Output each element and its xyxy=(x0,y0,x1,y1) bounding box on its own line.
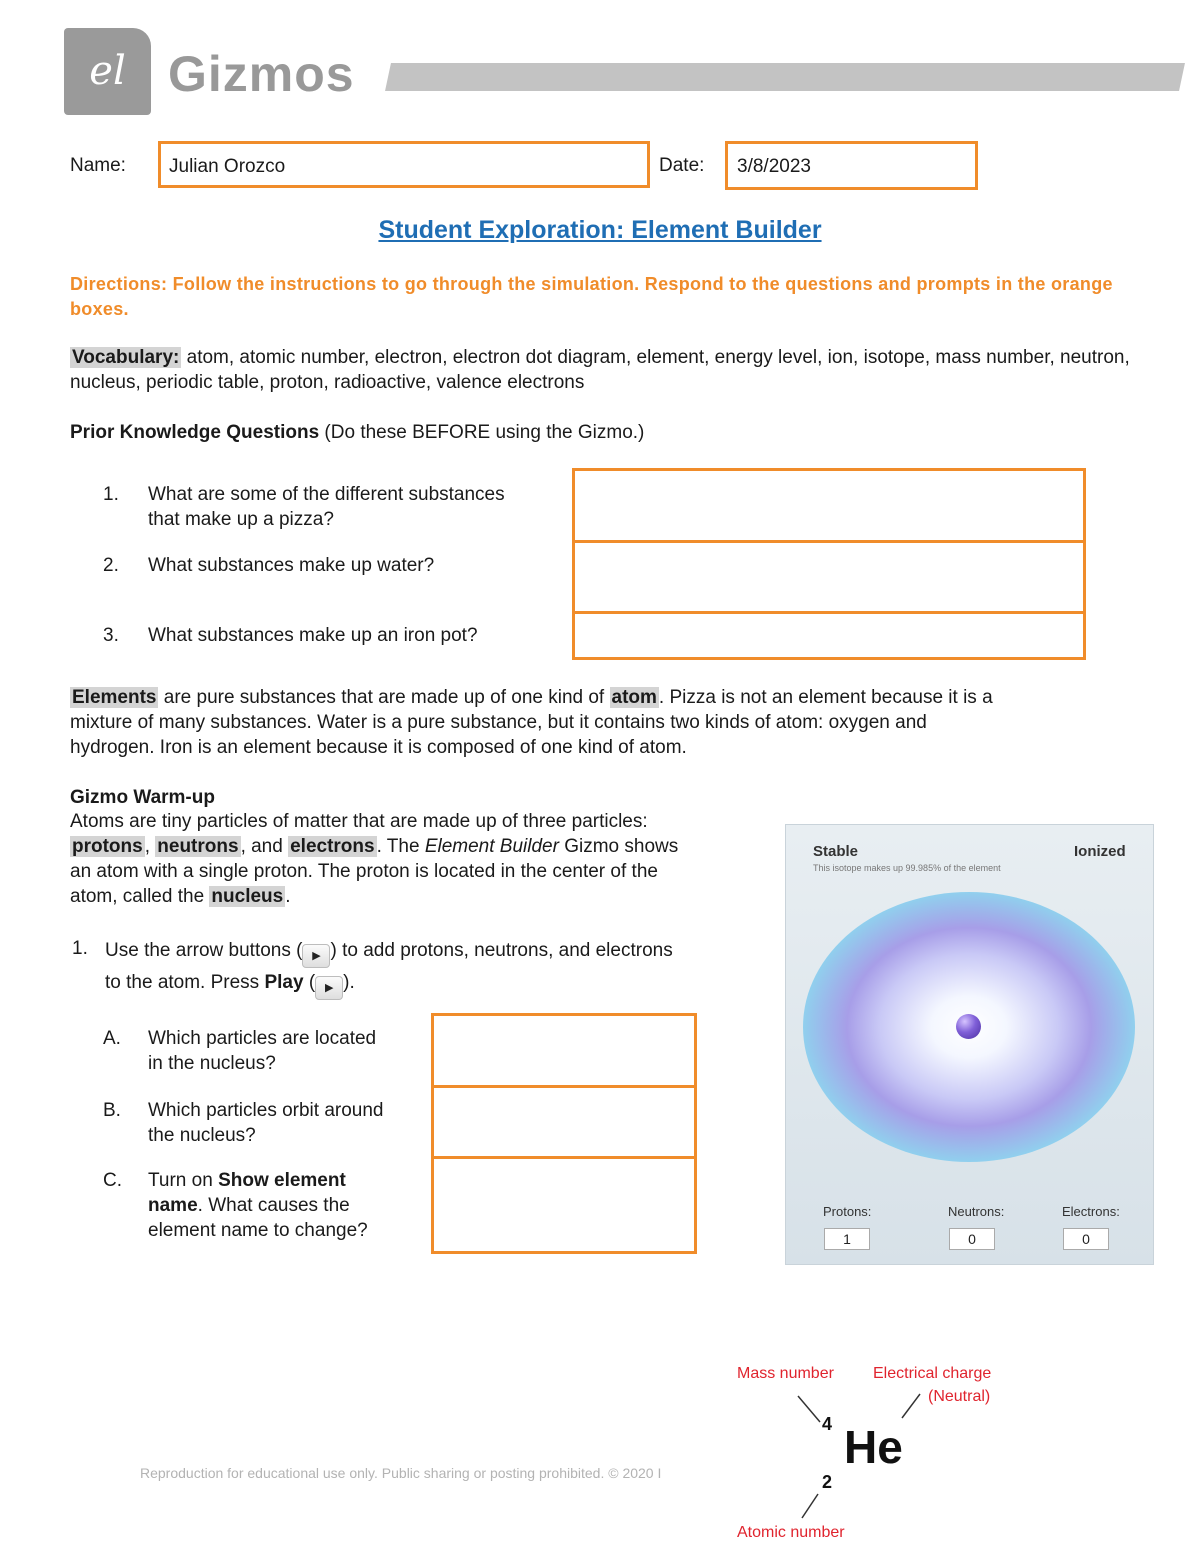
neutral-label: (Neutral) xyxy=(928,1388,991,1405)
vocabulary-paragraph xyxy=(70,345,1130,395)
prior-q1-line1: What are some of the different substances xyxy=(148,484,505,505)
sub-c-text xyxy=(148,1168,428,1243)
elements-text-1: are pure substances that are made up of one kind of xyxy=(158,687,610,708)
sub-c-bold2: name xyxy=(148,1195,198,1216)
sub-b-text xyxy=(148,1098,428,1148)
gizmo-name: Element Builder xyxy=(424,836,559,857)
atomic-number-label: Atomic number xyxy=(737,1524,845,1541)
sub-c-line3: element name to change? xyxy=(148,1220,368,1241)
warmup-text-1: . The xyxy=(376,836,425,857)
sim-isotope-note: This isotope makes up 99.985% of the element xyxy=(813,863,1001,873)
vocabulary-terms: atom, atomic number, electron, electron dot diagram, element, energy level, ion, isotope, mass number, neutron, nucleus, periodic table, proton, radioactive, valence electrons xyxy=(70,347,1130,393)
prior-answer-box xyxy=(572,468,1086,660)
sim-neutrons-label: Neutrons: xyxy=(948,1204,1005,1219)
warmup-heading: Gizmo Warm-up xyxy=(70,787,215,808)
sub-c-letter: C. xyxy=(103,1170,122,1191)
sim-electrons-value: 0 xyxy=(1063,1228,1109,1250)
term-neutrons: neutrons xyxy=(157,836,239,857)
play-word: Play xyxy=(264,972,304,993)
answer-b[interactable] xyxy=(434,1088,694,1156)
sim-neutrons-value: 0 xyxy=(949,1228,995,1250)
prior-knowledge-heading xyxy=(70,420,644,445)
warmup-line-4a: atom, called the xyxy=(70,886,210,907)
sub-c-bold: Show element xyxy=(218,1170,346,1191)
sub-a-line2: in the nucleus? xyxy=(148,1053,276,1074)
brand-name: Gizmos xyxy=(168,46,355,102)
arrow-button-icon: ▶ xyxy=(302,944,330,968)
sub-b-line1: Which particles orbit around xyxy=(148,1100,384,1121)
sim-ionized-label: Ionized xyxy=(1074,843,1126,860)
mass-number-value: 4 xyxy=(822,1414,833,1434)
explorelearning-logo-mark: el xyxy=(89,48,126,94)
step-text-b: ) to add protons, neutrons, and electrons xyxy=(330,940,673,961)
sim-protons-value: 1 xyxy=(824,1228,870,1250)
prior-answer-1[interactable] xyxy=(575,471,1083,540)
sub-a-text xyxy=(148,1026,428,1076)
date-label: Date: xyxy=(659,155,705,176)
directions: Directions: Follow the instructions to go through the simulation. Respond to the questions and prompts in the orange boxes. xyxy=(70,274,1113,319)
prior-note: (Do these BEFORE using the Gizmo.) xyxy=(319,422,645,443)
atomic-pointer-line xyxy=(802,1494,818,1518)
warmup-step-text xyxy=(105,936,765,1000)
prior-q3-text: What substances make up an iron pot? xyxy=(148,625,478,646)
footer-notice: Reproduction for educational use only. Public sharing or posting prohibited. © 2020 I xyxy=(140,1465,662,1481)
mass-number-label: Mass number xyxy=(737,1365,834,1382)
prior-q1-text xyxy=(148,482,568,532)
vocabulary-label: Vocabulary: xyxy=(72,347,180,368)
term-atom: atom xyxy=(611,687,657,708)
prior-answer-3[interactable] xyxy=(575,614,1083,657)
sub-a-line1: Which particles are located xyxy=(148,1028,377,1049)
prior-q1-line2: that make up a pizza? xyxy=(148,509,334,530)
step-text-d: ( xyxy=(303,972,316,993)
step-text-e: ). xyxy=(343,972,355,993)
date-value: 3/8/2023 xyxy=(737,156,811,177)
warmup-answer-box xyxy=(431,1013,697,1254)
prior-q3-num: 3. xyxy=(103,625,119,646)
term-nucleus: nucleus xyxy=(211,886,284,907)
mass-pointer-line xyxy=(798,1396,820,1422)
warmup-step-num: 1. xyxy=(72,938,88,959)
electrical-charge-label: Electrical charge xyxy=(873,1365,992,1382)
warmup-comma: , xyxy=(144,836,156,857)
name-field[interactable] xyxy=(158,141,650,188)
elements-line-3: hydrogen. Iron is an element because it is composed of one kind of atom. xyxy=(70,737,687,758)
name-label: Name: xyxy=(70,155,126,176)
answer-a[interactable] xyxy=(434,1016,694,1085)
date-field[interactable] xyxy=(725,141,978,190)
prior-q2-num: 2. xyxy=(103,555,119,576)
warmup-line-3: an atom with a single proton. The proton is located in the center of the xyxy=(70,861,658,882)
prior-answer-2[interactable] xyxy=(575,543,1083,611)
step-text-a: Use the arrow buttons ( xyxy=(105,940,303,961)
element-symbol: He xyxy=(844,1421,903,1473)
charge-pointer-line xyxy=(902,1394,920,1418)
proton-particle xyxy=(956,1014,981,1039)
atomic-number-value: 2 xyxy=(822,1472,833,1492)
term-elements: Elements xyxy=(72,687,157,708)
name-value: Julian Orozco xyxy=(169,156,286,177)
sub-c-pre: Turn on xyxy=(148,1170,219,1191)
sub-c-post: . What causes the xyxy=(197,1195,350,1216)
play-button-icon: ▶ xyxy=(315,976,343,1000)
sub-b-letter: B. xyxy=(103,1100,121,1121)
sub-b-line2: the nucleus? xyxy=(148,1125,256,1146)
answer-c[interactable] xyxy=(434,1159,694,1251)
sub-a-letter: A. xyxy=(103,1028,121,1049)
elements-paragraph xyxy=(70,685,1150,760)
elements-line-2: mixture of many substances. Water is a pure substance, but it contains two kinds of atom: oxygen and xyxy=(70,712,927,733)
term-electrons: electrons xyxy=(290,836,375,857)
warmup-line-4b: . xyxy=(285,886,291,907)
warmup-paragraph xyxy=(70,809,770,909)
prior-heading-text: Prior Knowledge Questions xyxy=(70,422,320,443)
prior-q2-text: What substances make up water? xyxy=(148,555,435,576)
warmup-line-1: Atoms are tiny particles of matter that are made up of three particles: xyxy=(70,811,648,832)
step-text-c: to the atom. Press xyxy=(105,972,265,993)
sim-stable-label: Stable xyxy=(813,843,859,860)
warmup-text-2: Gizmo shows xyxy=(558,836,679,857)
header-banner xyxy=(385,63,1185,91)
sim-protons-label: Protons: xyxy=(823,1204,872,1219)
term-protons: protons xyxy=(72,836,143,857)
warmup-and: , and xyxy=(240,836,289,857)
prior-q1-num: 1. xyxy=(103,484,119,505)
page-title: Student Exploration: Element Builder xyxy=(378,216,822,244)
elements-text-2: . Pizza is not an element because it is a xyxy=(658,687,993,708)
sim-electrons-label: Electrons: xyxy=(1062,1204,1120,1219)
